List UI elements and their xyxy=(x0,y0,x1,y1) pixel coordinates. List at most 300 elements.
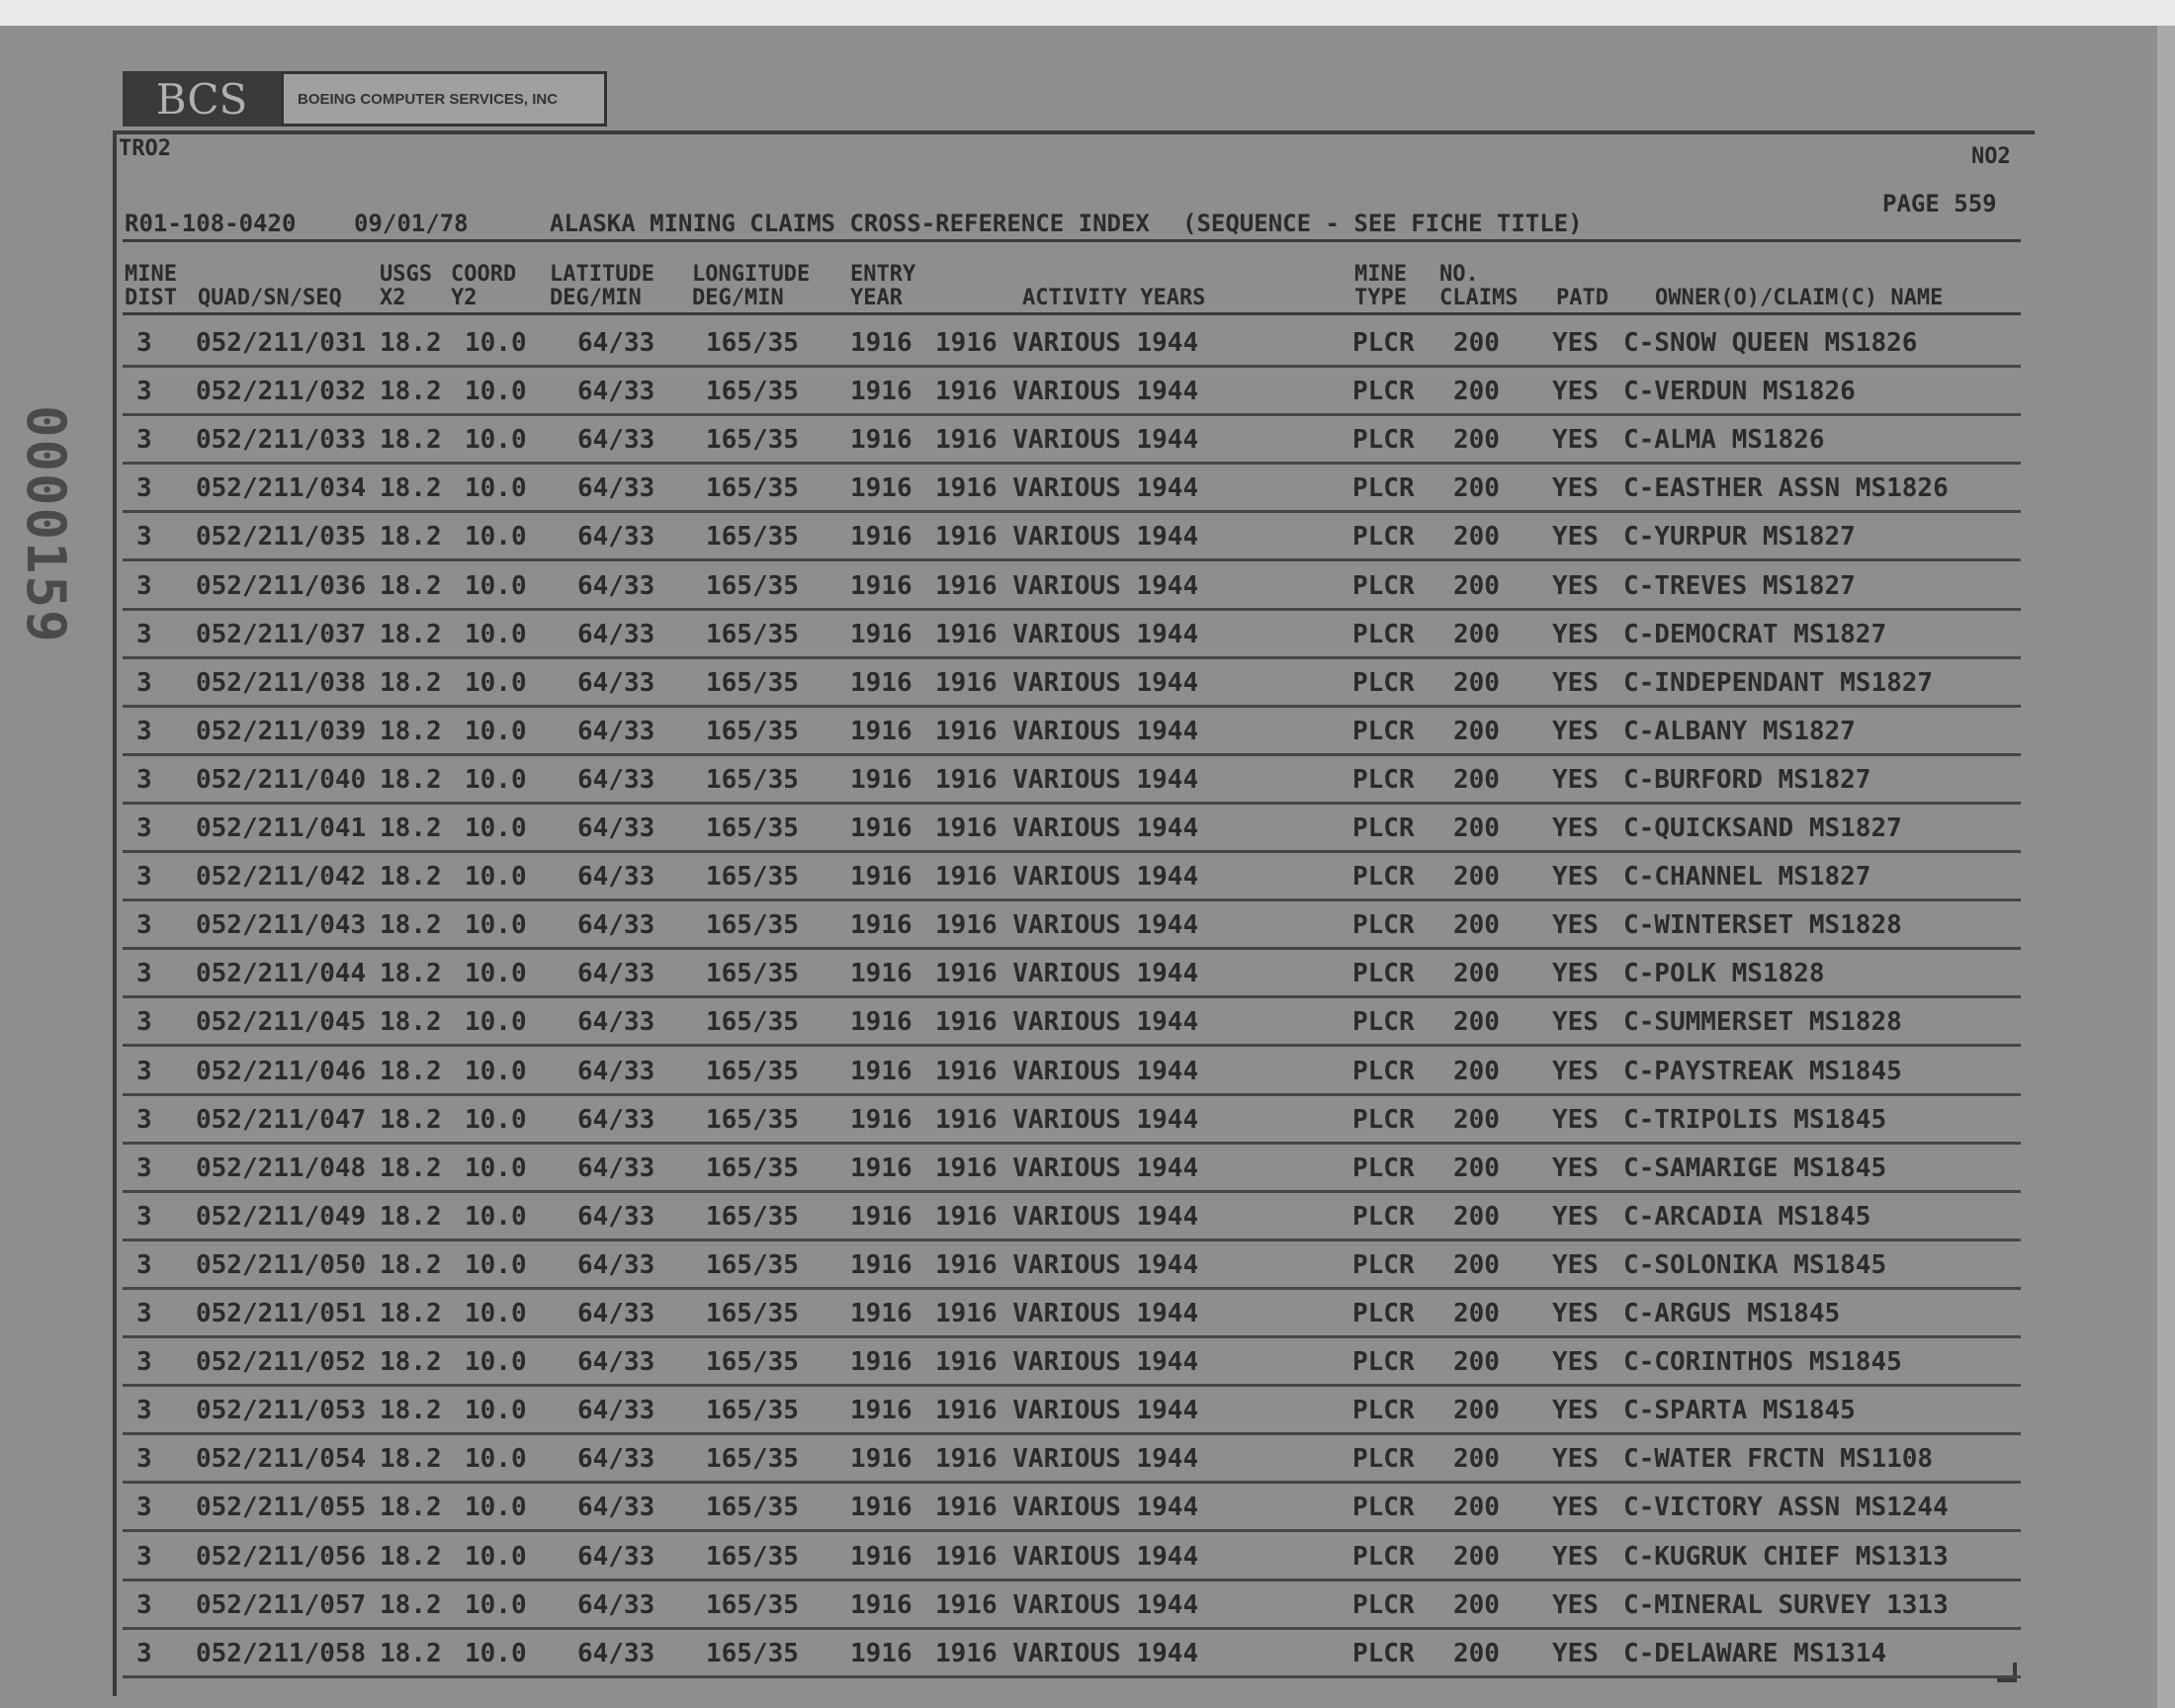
latitude-cell: 64/33 xyxy=(577,1493,655,1523)
coord-y-cell: 10.0 xyxy=(465,862,527,893)
no-claims-cell: 200 xyxy=(1453,716,1500,746)
no-claims-cell: 200 xyxy=(1453,764,1500,795)
longitude-cell: 165/35 xyxy=(706,1396,799,1426)
longitude-cell: 165/35 xyxy=(706,1299,799,1328)
quad-cell: 052/211/056 xyxy=(196,1541,367,1572)
coord-y-cell: 10.0 xyxy=(465,1007,527,1038)
usgs-x-cell: 18.2 xyxy=(380,716,442,746)
mine-type-cell: PLCR xyxy=(1352,377,1415,407)
activity-years-cell: 1916 VARIOUS 1944 xyxy=(935,862,1199,893)
no-claims-cell: 200 xyxy=(1453,910,1500,941)
table-row xyxy=(123,995,2021,1047)
table-row xyxy=(123,1432,2021,1484)
usgs-x-cell: 18.2 xyxy=(380,1541,442,1572)
owner-claim-name-cell: C-POLK MS1828 xyxy=(1623,959,1825,989)
latitude-cell: 64/33 xyxy=(577,764,655,795)
owner-claim-name-header-line: OWNER(O)/CLAIM(C) NAME xyxy=(1655,286,1944,310)
latitude-cell: 64/33 xyxy=(577,667,655,698)
entry-year-cell: 1916 xyxy=(850,716,913,746)
owner-claim-name-cell: C-YURPUR MS1827 xyxy=(1623,522,1856,553)
activity-years-cell: 1916 VARIOUS 1944 xyxy=(935,716,1199,746)
entry-year-cell: 1916 xyxy=(850,377,913,407)
quad-cell: 052/211/031 xyxy=(196,328,367,358)
no-claims-cell: 200 xyxy=(1453,1541,1500,1572)
table-row xyxy=(123,1190,2021,1241)
mine-dist-cell: 3 xyxy=(136,1299,152,1328)
owner-claim-name-cell: C-DELAWARE MS1314 xyxy=(1623,1638,1887,1668)
no-claims-cell: 200 xyxy=(1453,1444,1500,1475)
table-row xyxy=(123,1335,2021,1387)
usgs-x-cell: 18.2 xyxy=(380,570,442,601)
usgs-x-cell: 18.2 xyxy=(380,910,442,941)
report-date: 09/01/78 xyxy=(354,210,469,237)
usgs-x-cell: 18.2 xyxy=(380,1638,442,1668)
no-claims-header xyxy=(1439,263,1518,310)
activity-years-header xyxy=(1022,263,1205,310)
mine-dist-cell: 3 xyxy=(136,522,152,553)
no-claims-cell: 200 xyxy=(1453,1201,1500,1232)
longitude-cell: 165/35 xyxy=(706,1589,799,1620)
entry-year-cell: 1916 xyxy=(850,1493,913,1523)
activity-years-header-line: ACTIVITY YEARS xyxy=(1022,286,1206,310)
table-row xyxy=(123,850,2021,901)
no-claims-cell: 200 xyxy=(1453,1347,1500,1378)
usgs-x-cell: 18.2 xyxy=(380,425,442,456)
coord-y-cell: 10.0 xyxy=(465,1249,527,1280)
bcs-logo xyxy=(123,71,607,127)
usgs-x-cell: 18.2 xyxy=(380,959,442,989)
patd-cell: YES xyxy=(1552,328,1599,358)
table-row xyxy=(123,1627,2021,1678)
mine-type-cell: PLCR xyxy=(1352,1638,1415,1668)
longitude-cell: 165/35 xyxy=(706,1541,799,1572)
longitude-cell: 165/35 xyxy=(706,473,799,504)
quad-cell: 052/211/037 xyxy=(196,619,367,649)
mine-type-cell: PLCR xyxy=(1352,1104,1415,1135)
longitude-cell: 165/35 xyxy=(706,570,799,601)
table-row xyxy=(123,1045,2021,1096)
patd-cell: YES xyxy=(1552,619,1599,649)
entry-year-cell: 1916 xyxy=(850,1056,913,1086)
quad-cell: 052/211/039 xyxy=(196,716,367,746)
latitude-cell: 64/33 xyxy=(577,377,655,407)
table-row xyxy=(123,559,2021,611)
entry-year-header xyxy=(850,263,915,310)
usgs-x-header xyxy=(380,263,432,310)
latitude-header-line: DEG/MIN xyxy=(550,286,642,310)
latitude-cell: 64/33 xyxy=(577,570,655,601)
entry-year-cell: 1916 xyxy=(850,328,913,358)
activity-years-cell: 1916 VARIOUS 1944 xyxy=(935,522,1199,553)
usgs-x-cell: 18.2 xyxy=(380,862,442,893)
mine-type-cell: PLCR xyxy=(1352,1396,1415,1426)
side-frame-number: 0000159 xyxy=(15,405,77,644)
latitude-cell: 64/33 xyxy=(577,619,655,649)
coord-y-cell: 10.0 xyxy=(465,1201,527,1232)
longitude-header-line: DEG/MIN xyxy=(692,286,784,310)
patd-cell: YES xyxy=(1552,1104,1599,1135)
mine-dist-cell: 3 xyxy=(136,425,152,456)
latitude-cell: 64/33 xyxy=(577,862,655,893)
activity-years-cell: 1916 VARIOUS 1944 xyxy=(935,619,1199,649)
mine-type-cell: PLCR xyxy=(1352,1007,1415,1038)
owner-claim-name-cell: C-SOLONIKA MS1845 xyxy=(1623,1249,1887,1280)
quad-cell: 052/211/057 xyxy=(196,1589,367,1620)
table-row xyxy=(123,510,2021,561)
entry-year-cell: 1916 xyxy=(850,1249,913,1280)
usgs-x-cell: 18.2 xyxy=(380,1396,442,1426)
latitude-cell: 64/33 xyxy=(577,328,655,358)
patd-cell: YES xyxy=(1552,667,1599,698)
owner-claim-name-cell: C-SAMARIGE MS1845 xyxy=(1623,1153,1887,1183)
owner-claim-name-cell: C-TREVES MS1827 xyxy=(1623,570,1856,601)
quad-cell: 052/211/041 xyxy=(196,813,367,843)
patd-header xyxy=(1556,263,1609,310)
longitude-cell: 165/35 xyxy=(706,910,799,941)
latitude-cell: 64/33 xyxy=(577,1104,655,1135)
entry-year-header-line: YEAR xyxy=(850,286,903,310)
mine-dist-cell: 3 xyxy=(136,1589,152,1620)
quad-cell: 052/211/043 xyxy=(196,910,367,941)
mine-dist-cell: 3 xyxy=(136,1541,152,1572)
scan-top-edge xyxy=(0,0,2175,26)
no-claims-cell: 200 xyxy=(1453,377,1500,407)
usgs-x-cell: 18.2 xyxy=(380,377,442,407)
longitude-cell: 165/35 xyxy=(706,1249,799,1280)
mine-dist-cell: 3 xyxy=(136,619,152,649)
usgs-x-cell: 18.2 xyxy=(380,1007,442,1038)
quad-cell: 052/211/047 xyxy=(196,1104,367,1135)
patd-cell: YES xyxy=(1552,1638,1599,1668)
report-code-left: TRO2 xyxy=(119,136,171,161)
table-row xyxy=(123,413,2021,465)
latitude-cell: 64/33 xyxy=(577,1249,655,1280)
latitude-cell: 64/33 xyxy=(577,813,655,843)
no-claims-cell: 200 xyxy=(1453,1493,1500,1523)
patd-cell: YES xyxy=(1552,425,1599,456)
longitude-cell: 165/35 xyxy=(706,1347,799,1378)
patd-cell: YES xyxy=(1552,1444,1599,1475)
table-row xyxy=(123,462,2021,513)
owner-claim-name-cell: C-QUICKSAND MS1827 xyxy=(1623,813,1902,843)
coord-y-cell: 10.0 xyxy=(465,1493,527,1523)
mine-dist-cell: 3 xyxy=(136,377,152,407)
table-row xyxy=(123,608,2021,659)
no-claims-header-line: NO. xyxy=(1439,262,1479,287)
owner-claim-name-cell: C-ALMA MS1826 xyxy=(1623,425,1825,456)
no-claims-cell: 200 xyxy=(1453,813,1500,843)
quad-cell: 052/211/051 xyxy=(196,1299,367,1328)
mine-dist-cell: 3 xyxy=(136,1007,152,1038)
owner-claim-name-cell: C-EASTHER ASSN MS1826 xyxy=(1623,473,1949,504)
entry-year-cell: 1916 xyxy=(850,1104,913,1135)
coord-y-cell: 10.0 xyxy=(465,764,527,795)
quad-cell: 052/211/035 xyxy=(196,522,367,553)
latitude-cell: 64/33 xyxy=(577,1007,655,1038)
mine-dist-cell: 3 xyxy=(136,1153,152,1183)
patd-cell: YES xyxy=(1552,570,1599,601)
entry-year-cell: 1916 xyxy=(850,1153,913,1183)
mine-dist-cell: 3 xyxy=(136,1638,152,1668)
patd-cell: YES xyxy=(1552,1493,1599,1523)
longitude-cell: 165/35 xyxy=(706,328,799,358)
activity-years-cell: 1916 VARIOUS 1944 xyxy=(935,1056,1199,1086)
no-claims-cell: 200 xyxy=(1453,862,1500,893)
owner-claim-name-cell: C-CHANNEL MS1827 xyxy=(1623,862,1871,893)
quad-cell: 052/211/050 xyxy=(196,1249,367,1280)
no-claims-cell: 200 xyxy=(1453,1249,1500,1280)
latitude-cell: 64/33 xyxy=(577,425,655,456)
coord-y-cell: 10.0 xyxy=(465,1396,527,1426)
table-row xyxy=(123,1530,2021,1581)
entry-year-cell: 1916 xyxy=(850,1396,913,1426)
coord-y-cell: 10.0 xyxy=(465,1299,527,1328)
entry-year-cell: 1916 xyxy=(850,522,913,553)
quad-cell: 052/211/058 xyxy=(196,1638,367,1668)
longitude-cell: 165/35 xyxy=(706,813,799,843)
usgs-x-cell: 18.2 xyxy=(380,1249,442,1280)
activity-years-cell: 1916 VARIOUS 1944 xyxy=(935,425,1199,456)
bcs-logo-text: BOEING COMPUTER SERVICES, INC xyxy=(281,71,607,127)
latitude-cell: 64/33 xyxy=(577,1638,655,1668)
activity-years-cell: 1916 VARIOUS 1944 xyxy=(935,1541,1199,1572)
no-claims-cell: 200 xyxy=(1453,1007,1500,1038)
no-claims-cell: 200 xyxy=(1453,959,1500,989)
mine-type-cell: PLCR xyxy=(1352,1249,1415,1280)
coord-y-header-line: Y2 xyxy=(451,286,478,310)
quad-cell: 052/211/042 xyxy=(196,862,367,893)
longitude-cell: 165/35 xyxy=(706,1201,799,1232)
owner-claim-name-cell: C-ALBANY MS1827 xyxy=(1623,716,1856,746)
latitude-cell: 64/33 xyxy=(577,1056,655,1086)
usgs-x-cell: 18.2 xyxy=(380,1493,442,1523)
mine-type-cell: PLCR xyxy=(1352,1493,1415,1523)
longitude-header xyxy=(692,263,810,310)
entry-year-cell: 1916 xyxy=(850,1444,913,1475)
coord-y-header-line: COORD xyxy=(451,262,517,287)
mine-dist-cell: 3 xyxy=(136,1249,152,1280)
usgs-x-cell: 18.2 xyxy=(380,1444,442,1475)
latitude-cell: 64/33 xyxy=(577,1541,655,1572)
coord-y-cell: 10.0 xyxy=(465,1347,527,1378)
patd-cell: YES xyxy=(1552,716,1599,746)
longitude-cell: 165/35 xyxy=(706,764,799,795)
table-row xyxy=(123,1142,2021,1193)
quad-cell: 052/211/038 xyxy=(196,667,367,698)
activity-years-cell: 1916 VARIOUS 1944 xyxy=(935,910,1199,941)
entry-year-cell: 1916 xyxy=(850,1007,913,1038)
coord-y-cell: 10.0 xyxy=(465,1056,527,1086)
scan-right-edge xyxy=(2157,26,2175,1708)
mine-dist-cell: 3 xyxy=(136,716,152,746)
longitude-cell: 165/35 xyxy=(706,716,799,746)
coord-y-cell: 10.0 xyxy=(465,1153,527,1183)
owner-claim-name-cell: C-TRIPOLIS MS1845 xyxy=(1623,1104,1887,1135)
mine-type-header-line: MINE xyxy=(1354,262,1407,287)
activity-years-cell: 1916 VARIOUS 1944 xyxy=(935,1104,1199,1135)
mine-type-header xyxy=(1354,263,1407,310)
usgs-x-header-line: X2 xyxy=(380,286,406,310)
no-claims-header-line: CLAIMS xyxy=(1439,286,1519,310)
no-claims-cell: 200 xyxy=(1453,522,1500,553)
quad-cell: 052/211/049 xyxy=(196,1201,367,1232)
owner-claim-name-header xyxy=(1655,263,1943,310)
owner-claim-name-cell: C-BURFORD MS1827 xyxy=(1623,764,1871,795)
no-claims-cell: 200 xyxy=(1453,1299,1500,1328)
mine-dist-cell: 3 xyxy=(136,910,152,941)
mine-type-cell: PLCR xyxy=(1352,716,1415,746)
entry-year-cell: 1916 xyxy=(850,813,913,843)
latitude-cell: 64/33 xyxy=(577,910,655,941)
owner-claim-name-cell: C-ARGUS MS1845 xyxy=(1623,1299,1841,1328)
coord-y-cell: 10.0 xyxy=(465,1638,527,1668)
longitude-cell: 165/35 xyxy=(706,1493,799,1523)
quad-cell: 052/211/036 xyxy=(196,570,367,601)
owner-claim-name-cell: C-VERDUN MS1826 xyxy=(1623,377,1856,407)
coord-y-cell: 10.0 xyxy=(465,570,527,601)
patd-cell: YES xyxy=(1552,813,1599,843)
latitude-cell: 64/33 xyxy=(577,522,655,553)
longitude-header-line: LONGITUDE xyxy=(692,262,811,287)
quad-header-line xyxy=(198,263,342,287)
patd-cell: YES xyxy=(1552,910,1599,941)
owner-claim-name-cell: C-CORINTHOS MS1845 xyxy=(1623,1347,1902,1378)
table-row xyxy=(123,656,2021,708)
coord-y-cell: 10.0 xyxy=(465,959,527,989)
patd-cell: YES xyxy=(1552,522,1599,553)
patd-cell: YES xyxy=(1552,1396,1599,1426)
entry-year-cell: 1916 xyxy=(850,959,913,989)
coord-y-cell: 10.0 xyxy=(465,1589,527,1620)
usgs-x-cell: 18.2 xyxy=(380,1104,442,1135)
activity-years-cell: 1916 VARIOUS 1944 xyxy=(935,377,1199,407)
no-claims-cell: 200 xyxy=(1453,570,1500,601)
patd-cell: YES xyxy=(1552,1007,1599,1038)
longitude-cell: 165/35 xyxy=(706,377,799,407)
coord-y-cell: 10.0 xyxy=(465,667,527,698)
activity-years-cell: 1916 VARIOUS 1944 xyxy=(935,813,1199,843)
entry-year-cell: 1916 xyxy=(850,862,913,893)
patd-cell: YES xyxy=(1552,764,1599,795)
quad-cell: 052/211/052 xyxy=(196,1347,367,1378)
no-claims-cell: 200 xyxy=(1453,425,1500,456)
activity-years-cell: 1916 VARIOUS 1944 xyxy=(935,1153,1199,1183)
report-id: R01-108-0420 xyxy=(125,210,297,237)
no-claims-cell: 200 xyxy=(1453,667,1500,698)
mine-dist-cell: 3 xyxy=(136,764,152,795)
header-rule xyxy=(123,312,2021,315)
mine-dist-cell: 3 xyxy=(136,862,152,893)
report-title-line xyxy=(123,210,2021,242)
quad-cell: 052/211/033 xyxy=(196,425,367,456)
usgs-x-cell: 18.2 xyxy=(380,522,442,553)
usgs-x-cell: 18.2 xyxy=(380,764,442,795)
owner-claim-name-cell: C-VICTORY ASSN MS1244 xyxy=(1623,1493,1949,1523)
usgs-x-cell: 18.2 xyxy=(380,813,442,843)
mine-dist-cell: 3 xyxy=(136,667,152,698)
coord-y-cell: 10.0 xyxy=(465,522,527,553)
patd-cell: YES xyxy=(1552,1201,1599,1232)
activity-years-cell: 1916 VARIOUS 1944 xyxy=(935,1396,1199,1426)
latitude-cell: 64/33 xyxy=(577,1347,655,1378)
mine-type-cell: PLCR xyxy=(1352,1347,1415,1378)
longitude-cell: 165/35 xyxy=(706,619,799,649)
owner-claim-name-cell: C-KUGRUK CHIEF MS1313 xyxy=(1623,1541,1949,1572)
mine-dist-header-line: DIST xyxy=(125,286,177,310)
owner-claim-name-cell: C-MINERAL SURVEY 1313 xyxy=(1623,1589,1949,1620)
mine-dist-cell: 3 xyxy=(136,1201,152,1232)
mine-type-cell: PLCR xyxy=(1352,959,1415,989)
mine-dist-cell: 3 xyxy=(136,1396,152,1426)
patd-header-line: PATD xyxy=(1556,286,1609,310)
activity-years-cell: 1916 VARIOUS 1944 xyxy=(935,1007,1199,1038)
usgs-x-cell: 18.2 xyxy=(380,1056,442,1086)
entry-year-cell: 1916 xyxy=(850,425,913,456)
longitude-cell: 165/35 xyxy=(706,862,799,893)
no-claims-cell: 200 xyxy=(1453,1153,1500,1183)
latitude-cell: 64/33 xyxy=(577,959,655,989)
activity-years-header-line xyxy=(1022,263,1205,287)
owner-claim-name-cell: C-INDEPENDANT MS1827 xyxy=(1623,667,1934,698)
longitude-cell: 165/35 xyxy=(706,1104,799,1135)
entry-year-cell: 1916 xyxy=(850,1201,913,1232)
activity-years-cell: 1916 VARIOUS 1944 xyxy=(935,667,1199,698)
mine-dist-cell: 3 xyxy=(136,1104,152,1135)
patd-cell: YES xyxy=(1552,377,1599,407)
longitude-cell: 165/35 xyxy=(706,1056,799,1086)
entry-year-cell: 1916 xyxy=(850,910,913,941)
quad-cell: 052/211/040 xyxy=(196,764,367,795)
quad-cell: 052/211/032 xyxy=(196,377,367,407)
latitude-cell: 64/33 xyxy=(577,1201,655,1232)
no-claims-cell: 200 xyxy=(1453,1056,1500,1086)
mine-dist-cell: 3 xyxy=(136,959,152,989)
mine-type-cell: PLCR xyxy=(1352,813,1415,843)
latitude-cell: 64/33 xyxy=(577,1299,655,1328)
table-row xyxy=(123,1579,2021,1630)
mine-type-cell: PLCR xyxy=(1352,764,1415,795)
coord-y-cell: 10.0 xyxy=(465,813,527,843)
entry-year-cell: 1916 xyxy=(850,764,913,795)
quad-header xyxy=(198,263,342,310)
mine-type-cell: PLCR xyxy=(1352,425,1415,456)
longitude-cell: 165/35 xyxy=(706,1007,799,1038)
latitude-cell: 64/33 xyxy=(577,1396,655,1426)
latitude-cell: 64/33 xyxy=(577,1153,655,1183)
quad-cell: 052/211/034 xyxy=(196,473,367,504)
no-claims-cell: 200 xyxy=(1453,619,1500,649)
mine-dist-cell: 3 xyxy=(136,328,152,358)
patd-cell: YES xyxy=(1552,862,1599,893)
no-claims-cell: 200 xyxy=(1453,328,1500,358)
usgs-x-cell: 18.2 xyxy=(380,1201,442,1232)
entry-year-cell: 1916 xyxy=(850,1347,913,1378)
mine-type-cell: PLCR xyxy=(1352,328,1415,358)
mine-type-cell: PLCR xyxy=(1352,473,1415,504)
quad-cell: 052/211/053 xyxy=(196,1396,367,1426)
activity-years-cell: 1916 VARIOUS 1944 xyxy=(935,328,1199,358)
coord-y-cell: 10.0 xyxy=(465,473,527,504)
usgs-x-cell: 18.2 xyxy=(380,1589,442,1620)
coord-y-cell: 10.0 xyxy=(465,328,527,358)
mine-dist-cell: 3 xyxy=(136,1347,152,1378)
table-row xyxy=(123,753,2021,805)
mine-dist-header-line: MINE xyxy=(125,262,177,287)
mine-dist-cell: 3 xyxy=(136,1493,152,1523)
entry-year-cell: 1916 xyxy=(850,619,913,649)
table-row xyxy=(123,365,2021,416)
latitude-cell: 64/33 xyxy=(577,473,655,504)
